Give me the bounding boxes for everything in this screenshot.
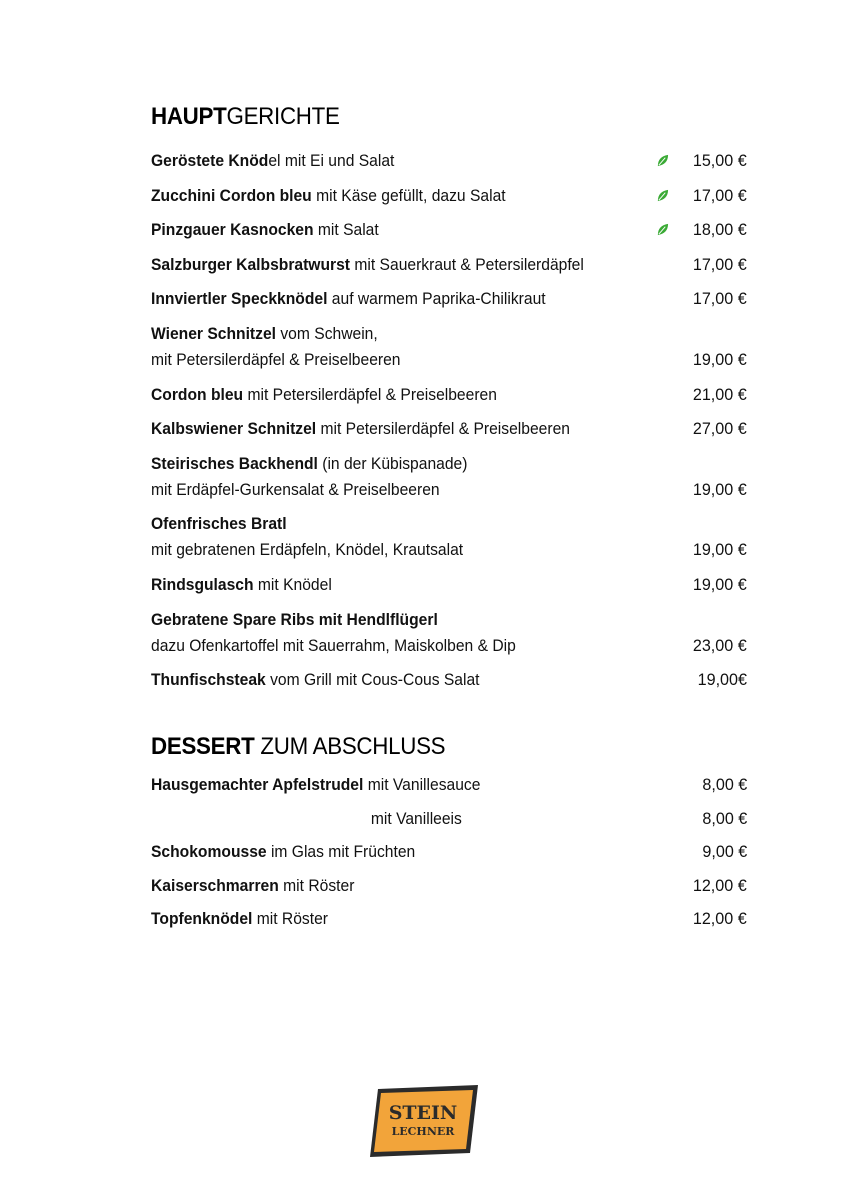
dish-price: 21,00 € xyxy=(693,384,747,404)
menu-item xyxy=(151,286,747,312)
menu-item-text xyxy=(151,217,583,243)
section-title-bold: DESSERT xyxy=(151,733,255,760)
dish-price: 23,00 € xyxy=(693,635,747,655)
menu-item-text xyxy=(151,607,583,633)
menu-item xyxy=(151,839,747,865)
dish-name: Pinzgauer Kasnocken xyxy=(151,220,314,240)
menu-item xyxy=(151,772,747,798)
dish-price: 12,00 € xyxy=(693,909,747,929)
dish-description: el mit Ei und Salat xyxy=(268,151,395,170)
dish-description: mit Petersilerdäpfel & Preiselbeeren xyxy=(316,419,570,439)
menu-item xyxy=(151,321,747,373)
menu-item-text xyxy=(151,873,583,899)
dessert-list xyxy=(151,772,747,940)
logo-text-stein: STEIN xyxy=(388,1102,458,1124)
dish-name: Topfenknödel xyxy=(151,909,253,929)
menu-item xyxy=(151,217,747,243)
dish-description: vom Schwein, xyxy=(276,323,378,343)
dish-description: mit Vanillesauce xyxy=(363,775,481,794)
dish-price: 17,00 € xyxy=(693,185,747,205)
section-title-main-dishes xyxy=(151,103,340,131)
dish-name: Thunfischsteak xyxy=(151,670,266,690)
dish-price: 12,00 € xyxy=(693,875,747,895)
menu-item-text xyxy=(151,321,583,347)
leaf-icon xyxy=(656,223,669,236)
stein-lechner-logo xyxy=(366,1083,484,1159)
dish-name: Kaiserschmarren xyxy=(151,875,279,895)
dish-description-line2: mit gebratenen Erdäpfeln, Knödel, Krautsalat xyxy=(151,540,464,560)
dish-name: Geröstete Knöd xyxy=(151,151,269,170)
section-title-rest: ZUM ABSCHLUSS xyxy=(254,733,446,760)
menu-item xyxy=(151,667,747,693)
dish-description: vom Grill mit Cous-Cous Salat xyxy=(265,670,480,690)
dish-description: mit Vanilleeis xyxy=(370,808,462,828)
dish-description: mit Petersilerdäpfel & Preiselbeeren xyxy=(243,384,497,404)
dish-description: mit Sauerkraut & Petersilerdäpfel xyxy=(350,254,584,274)
dish-description: mit Knödel xyxy=(253,574,332,594)
menu-item xyxy=(151,511,747,563)
menu-item-text xyxy=(151,511,583,537)
dish-description-line2: mit Petersilerdäpfel & Preiselbeeren xyxy=(151,349,401,369)
menu-item xyxy=(151,873,747,899)
menu-item-text xyxy=(151,286,583,312)
dish-price: 15,00 € xyxy=(693,151,747,170)
dish-description-line2: mit Erdäpfel-Gurkensalat & Preiselbeeren xyxy=(151,479,440,499)
menu-item xyxy=(151,607,747,659)
dish-price: 9,00 € xyxy=(702,842,747,862)
section-title-rest: GERICHTE xyxy=(226,103,340,130)
dish-price: 17,00 € xyxy=(693,289,747,309)
main-dishes-list xyxy=(151,148,747,702)
menu-item-text xyxy=(151,416,583,442)
menu-item xyxy=(151,382,747,408)
menu-item-variant xyxy=(151,806,747,832)
menu-item-text xyxy=(151,148,583,174)
dish-name: Rindsgulasch xyxy=(151,574,254,594)
menu-item-text xyxy=(151,906,583,932)
dish-name: Steirisches Backhendl xyxy=(151,453,318,473)
dish-name: Zucchini Cordon bleu xyxy=(151,185,312,205)
dish-description: mit Salat xyxy=(313,220,379,240)
dish-description: mit Käse gefüllt, dazu Salat xyxy=(311,185,506,205)
dish-name: Ofenfrisches Bratl xyxy=(151,514,287,534)
dish-price: 19,00 € xyxy=(693,540,747,560)
leaf-icon xyxy=(656,189,669,202)
menu-item xyxy=(151,451,747,503)
dish-name: Wiener Schnitzel xyxy=(151,323,277,343)
menu-item xyxy=(151,906,747,932)
dish-price: 19,00 € xyxy=(693,349,747,369)
dish-price: 18,00 € xyxy=(693,220,747,240)
dish-name: Salzburger Kalbsbratwurst xyxy=(151,254,351,274)
dish-description-line2: dazu Ofenkartoffel mit Sauerrahm, Maiskolben & Dip xyxy=(151,635,516,655)
menu-item xyxy=(151,252,747,278)
section-title-bold: HAUPT xyxy=(151,103,227,130)
dish-price: 19,00 € xyxy=(693,574,747,594)
dish-description: im Glas mit Früchten xyxy=(266,842,416,862)
menu-item xyxy=(151,148,747,174)
menu-item-text xyxy=(151,451,583,477)
dish-price: 8,00 € xyxy=(702,775,747,794)
logo-text-lechner: LECHNER xyxy=(391,1125,455,1138)
dish-price: 19,00€ xyxy=(697,670,747,690)
menu-item-text xyxy=(151,183,583,209)
dish-name: Schokomousse xyxy=(151,842,267,862)
menu-item xyxy=(151,572,747,598)
dish-price: 17,00 € xyxy=(693,254,747,274)
menu-item-text xyxy=(151,572,583,598)
dish-price: 8,00 € xyxy=(702,808,747,828)
dish-name: Innviertler Speckknödel xyxy=(151,289,328,309)
menu-item-text xyxy=(151,667,583,693)
section-title-dessert xyxy=(151,733,445,761)
dish-name: Cordon bleu xyxy=(151,384,244,404)
dish-description: mit Röster xyxy=(278,875,355,895)
dish-description: auf warmem Paprika-Chilikraut xyxy=(327,289,546,309)
menu-item-text xyxy=(151,772,583,798)
dish-description: mit Röster xyxy=(252,909,328,929)
dish-name: Hausgemachter Apfelstrudel xyxy=(151,775,364,794)
dish-name: Gebratene Spare Ribs mit Hendlflügerl xyxy=(151,609,438,629)
menu-item-text xyxy=(151,252,583,278)
dish-name: Kalbswiener Schnitzel xyxy=(151,419,317,439)
menu-item-text xyxy=(151,382,583,408)
menu-item xyxy=(151,183,747,209)
leaf-icon xyxy=(656,154,669,167)
menu-item-text xyxy=(151,839,583,865)
dish-description: (in der Kübispanade) xyxy=(317,453,468,473)
dish-price: 19,00 € xyxy=(693,479,747,499)
dish-price: 27,00 € xyxy=(693,419,747,439)
menu-item xyxy=(151,416,747,442)
